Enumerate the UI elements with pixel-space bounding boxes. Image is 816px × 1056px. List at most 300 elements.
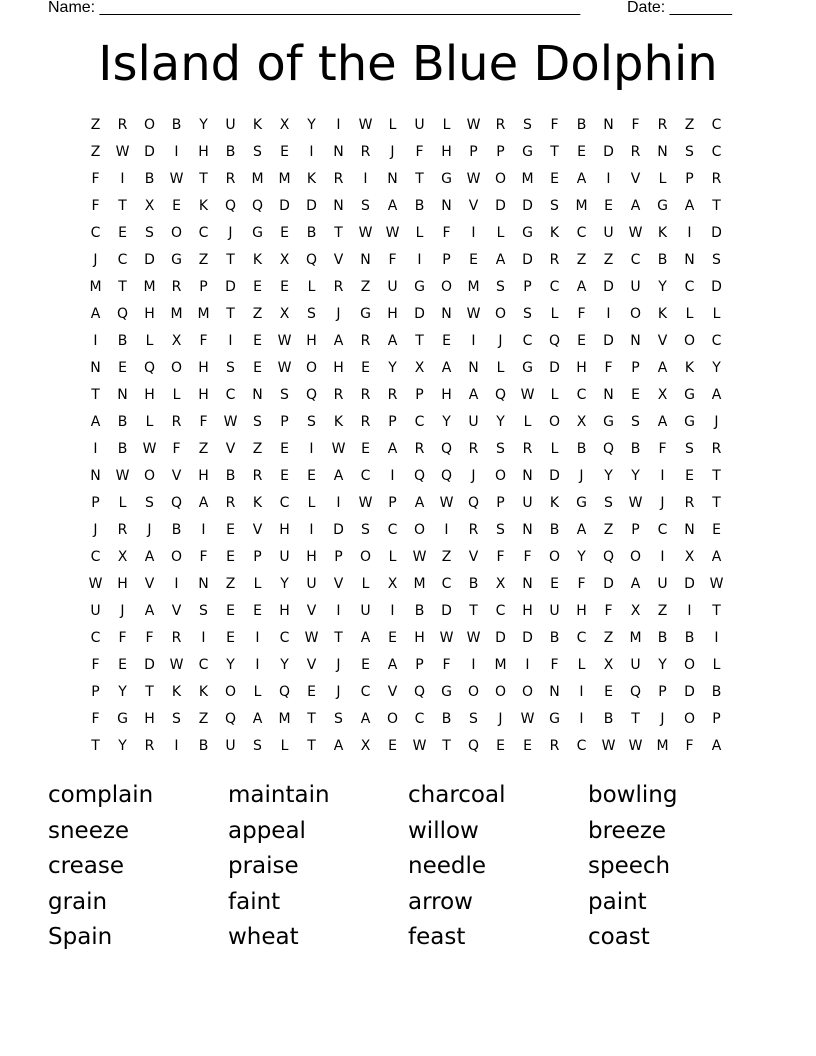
grid-letter: N: [333, 197, 344, 214]
grid-letter: X: [387, 575, 398, 592]
grid-letter: T: [415, 332, 424, 349]
grid-letter: S: [685, 440, 694, 457]
grid-letter: F: [496, 548, 505, 565]
grid-letter: P: [415, 386, 424, 403]
grid-letter: E: [388, 629, 397, 646]
grid-letter: R: [549, 251, 560, 268]
grid-letter: C: [576, 386, 587, 403]
grid-letter: I: [336, 116, 341, 133]
word-list-item: faint: [228, 888, 281, 915]
word-search-grid: [82, 111, 730, 759]
grid-letter: H: [279, 602, 290, 619]
grid-letter: O: [170, 359, 183, 376]
grid-letter: U: [549, 602, 560, 619]
grid-letter: P: [280, 413, 289, 430]
grid-letter: L: [145, 332, 154, 349]
grid-letter: C: [198, 656, 209, 673]
grid-letter: W: [385, 224, 400, 241]
grid-letter: H: [333, 359, 344, 376]
grid-letter: K: [306, 170, 317, 187]
grid-row: [82, 516, 730, 543]
grid-letter: W: [412, 737, 427, 754]
grid-letter: U: [468, 413, 479, 430]
grid-letter: B: [576, 116, 587, 133]
grid-letter: T: [199, 170, 208, 187]
grid-letter: E: [307, 683, 316, 700]
grid-letter: A: [576, 278, 587, 295]
grid-letter: X: [684, 548, 695, 565]
grid-letter: W: [466, 170, 481, 187]
grid-letter: B: [198, 737, 209, 754]
grid-letter: E: [361, 440, 370, 457]
grid-letter: F: [91, 197, 100, 214]
grid-letter: A: [387, 656, 398, 673]
grid-letter: X: [657, 386, 668, 403]
grid-letter: F: [199, 548, 208, 565]
grid-letter: W: [223, 413, 238, 430]
grid-letter: W: [628, 224, 643, 241]
grid-letter: Y: [658, 656, 667, 673]
grid-letter: O: [170, 224, 183, 241]
grid-letter: Z: [90, 143, 101, 160]
grid-letter: M: [467, 278, 480, 295]
grid-letter: C: [711, 332, 722, 349]
grid-letter: X: [279, 305, 290, 322]
grid-letter: Y: [118, 737, 127, 754]
grid-letter: V: [171, 467, 182, 484]
grid-letter: G: [117, 710, 128, 727]
grid-letter: L: [496, 224, 505, 241]
grid-letter: H: [306, 332, 317, 349]
grid-letter: S: [469, 710, 478, 727]
grid-letter: I: [660, 548, 665, 565]
grid-letter: O: [305, 359, 318, 376]
grid-letter: I: [93, 332, 98, 349]
grid-letter: M: [89, 278, 102, 295]
grid-letter: C: [441, 575, 452, 592]
grid-letter: T: [118, 197, 127, 214]
grid-letter: T: [334, 224, 343, 241]
grid-letter: S: [307, 305, 316, 322]
grid-letter: E: [118, 656, 127, 673]
grid-letter: X: [495, 575, 506, 592]
grid-letter: N: [657, 143, 668, 160]
word-list-item: crease: [48, 853, 124, 880]
grid-letter: Q: [143, 359, 156, 376]
grid-letter: U: [630, 656, 641, 673]
grid-letter: I: [120, 170, 125, 187]
grid-letter: C: [522, 332, 533, 349]
grid-letter: R: [684, 494, 695, 511]
grid-letter: N: [684, 251, 695, 268]
grid-letter: Z: [603, 251, 614, 268]
grid-letter: A: [684, 197, 695, 214]
grid-letter: Q: [602, 440, 615, 457]
grid-letter: Q: [116, 305, 129, 322]
grid-letter: D: [684, 683, 695, 700]
grid-letter: D: [306, 197, 317, 214]
grid-letter: U: [306, 575, 317, 592]
grid-letter: S: [523, 116, 532, 133]
grid-letter: I: [336, 602, 341, 619]
grid-letter: P: [496, 143, 505, 160]
grid-letter: B: [171, 521, 182, 538]
word-list-item: arrow: [408, 888, 473, 915]
grid-letter: D: [603, 332, 614, 349]
grid-letter: G: [252, 224, 263, 241]
grid-letter: K: [252, 116, 263, 133]
grid-letter: I: [579, 683, 584, 700]
grid-row: [82, 354, 730, 381]
grid-letter: K: [333, 413, 344, 430]
grid-letter: O: [143, 467, 156, 484]
grid-letter: O: [683, 710, 696, 727]
grid-letter: R: [360, 413, 371, 430]
grid-letter: E: [604, 683, 613, 700]
grid-letter: R: [549, 737, 560, 754]
grid-letter: S: [712, 251, 721, 268]
grid-row: [82, 678, 730, 705]
grid-letter: U: [522, 494, 533, 511]
grid-letter: A: [630, 197, 641, 214]
grid-letter: V: [306, 602, 317, 619]
grid-letter: J: [660, 710, 665, 727]
grid-letter: Q: [413, 683, 426, 700]
grid-letter: G: [414, 278, 425, 295]
grid-letter: G: [549, 710, 560, 727]
grid-letter: W: [169, 656, 184, 673]
grid-letter: R: [387, 386, 398, 403]
grid-row: [82, 219, 730, 246]
grid-letter: W: [115, 467, 130, 484]
grid-letter: R: [333, 278, 344, 295]
grid-letter: Q: [413, 467, 426, 484]
grid-letter: I: [309, 440, 314, 457]
grid-letter: F: [199, 413, 208, 430]
grid-letter: N: [522, 521, 533, 538]
grid-letter: W: [331, 440, 346, 457]
grid-row: [82, 327, 730, 354]
grid-letter: D: [522, 197, 533, 214]
grid-letter: I: [444, 521, 449, 538]
grid-letter: T: [307, 710, 316, 727]
grid-letter: E: [388, 737, 397, 754]
grid-letter: V: [333, 575, 344, 592]
grid-letter: R: [333, 170, 344, 187]
word-list-item: grain: [48, 888, 108, 915]
grid-letter: R: [225, 170, 236, 187]
grid-letter: T: [226, 251, 235, 268]
grid-letter: H: [198, 467, 209, 484]
grid-letter: S: [172, 710, 181, 727]
grid-letter: I: [174, 143, 179, 160]
date-field-line: Date: _______: [627, 0, 732, 16]
grid-letter: Z: [252, 305, 263, 322]
grid-letter: R: [414, 440, 425, 457]
word-list: [48, 778, 768, 956]
grid-letter: O: [494, 683, 507, 700]
grid-letter: A: [495, 251, 506, 268]
grid-letter: R: [522, 440, 533, 457]
grid-letter: C: [576, 224, 587, 241]
grid-letter: E: [226, 602, 235, 619]
grid-letter: R: [171, 629, 182, 646]
grid-letter: V: [657, 332, 668, 349]
grid-letter: L: [253, 575, 262, 592]
grid-letter: L: [307, 278, 316, 295]
grid-letter: T: [91, 737, 100, 754]
word-list-item: bowling: [588, 782, 678, 808]
grid-letter: L: [577, 656, 586, 673]
grid-letter: X: [144, 197, 155, 214]
grid-letter: Y: [631, 467, 640, 484]
grid-letter: G: [522, 359, 533, 376]
grid-letter: S: [496, 440, 505, 457]
grid-letter: D: [495, 629, 506, 646]
grid-letter: J: [120, 602, 125, 619]
grid-letter: B: [117, 440, 128, 457]
grid-row: [82, 165, 730, 192]
grid-letter: Q: [440, 440, 453, 457]
grid-letter: L: [307, 494, 316, 511]
grid-letter: C: [90, 548, 101, 565]
grid-letter: B: [414, 197, 425, 214]
grid-letter: J: [660, 494, 665, 511]
grid-letter: C: [360, 683, 371, 700]
grid-letter: E: [604, 197, 613, 214]
grid-letter: D: [603, 278, 614, 295]
grid-letter: Q: [467, 494, 480, 511]
grid-letter: A: [711, 386, 722, 403]
grid-letter: P: [685, 170, 694, 187]
grid-letter: W: [601, 737, 616, 754]
grid-letter: W: [466, 116, 481, 133]
grid-letter: Y: [280, 575, 289, 592]
grid-letter: G: [360, 305, 371, 322]
grid-letter: B: [549, 521, 560, 538]
grid-letter: P: [388, 494, 397, 511]
grid-letter: W: [88, 575, 103, 592]
grid-letter: I: [309, 521, 314, 538]
grid-letter: I: [606, 305, 611, 322]
grid-letter: G: [441, 683, 452, 700]
grid-letter: G: [171, 251, 182, 268]
grid-letter: C: [414, 413, 425, 430]
grid-letter: E: [469, 251, 478, 268]
grid-letter: S: [307, 413, 316, 430]
grid-letter: S: [253, 737, 262, 754]
grid-letter: S: [253, 413, 262, 430]
grid-letter: Y: [388, 359, 397, 376]
grid-letter: A: [468, 386, 479, 403]
grid-letter: Z: [441, 548, 452, 565]
grid-letter: B: [657, 251, 668, 268]
grid-letter: O: [548, 413, 561, 430]
word-list-item: coast: [588, 924, 650, 951]
grid-letter: M: [521, 170, 534, 187]
grid-letter: N: [198, 575, 209, 592]
grid-letter: O: [494, 305, 507, 322]
grid-letter: L: [442, 116, 451, 133]
grid-letter: T: [226, 305, 235, 322]
grid-letter: C: [711, 116, 722, 133]
grid-row: [82, 543, 730, 570]
grid-letter: A: [387, 332, 398, 349]
grid-letter: W: [277, 359, 292, 376]
grid-letter: R: [360, 386, 371, 403]
grid-row: [82, 111, 730, 138]
grid-letter: X: [414, 359, 425, 376]
grid-row: [82, 705, 730, 732]
grid-letter: P: [469, 143, 478, 160]
grid-letter: F: [550, 656, 559, 673]
grid-letter: A: [387, 197, 398, 214]
word-list-item: complain: [48, 782, 154, 808]
grid-letter: W: [358, 116, 373, 133]
grid-letter: O: [386, 710, 399, 727]
grid-letter: U: [657, 575, 668, 592]
grid-letter: N: [468, 359, 479, 376]
grid-letter: H: [306, 548, 317, 565]
grid-letter: Q: [629, 683, 642, 700]
grid-letter: C: [684, 278, 695, 295]
grid-letter: H: [144, 710, 155, 727]
grid-letter: S: [550, 197, 559, 214]
grid-letter: N: [549, 683, 560, 700]
page-title: Island of the Blue Dolphin: [98, 36, 718, 92]
grid-letter: M: [656, 737, 669, 754]
grid-letter: M: [278, 710, 291, 727]
grid-letter: P: [91, 494, 100, 511]
grid-letter: Y: [577, 548, 586, 565]
grid-letter: R: [468, 521, 479, 538]
grid-letter: C: [117, 251, 128, 268]
grid-letter: G: [603, 413, 614, 430]
word-list-item: praise: [228, 853, 299, 880]
grid-letter: O: [359, 548, 372, 565]
grid-letter: I: [687, 224, 692, 241]
grid-letter: W: [439, 629, 454, 646]
grid-letter: F: [91, 170, 100, 187]
grid-letter: Q: [278, 683, 291, 700]
grid-letter: T: [415, 170, 424, 187]
grid-letter: L: [550, 305, 559, 322]
word-list-item: paint: [588, 888, 647, 915]
grid-letter: C: [414, 710, 425, 727]
grid-row: [82, 597, 730, 624]
grid-letter: H: [144, 305, 155, 322]
grid-letter: Q: [305, 386, 318, 403]
grid-letter: K: [684, 359, 695, 376]
grid-letter: I: [363, 170, 368, 187]
grid-letter: F: [199, 332, 208, 349]
grid-letter: Z: [360, 278, 371, 295]
word-list-item: charcoal: [408, 782, 506, 808]
grid-letter: J: [336, 656, 341, 673]
grid-letter: U: [225, 116, 236, 133]
grid-letter: E: [118, 359, 127, 376]
grid-letter: F: [550, 116, 559, 133]
grid-letter: Q: [467, 737, 480, 754]
grid-letter: U: [225, 737, 236, 754]
grid-letter: D: [495, 197, 506, 214]
grid-letter: B: [225, 143, 236, 160]
grid-letter: G: [441, 170, 452, 187]
grid-letter: Y: [604, 467, 613, 484]
grid-letter: N: [522, 575, 533, 592]
grid-letter: U: [603, 224, 614, 241]
grid-letter: C: [279, 494, 290, 511]
word-list-item: sneeze: [48, 817, 130, 844]
grid-letter: D: [711, 278, 722, 295]
grid-letter: A: [360, 629, 371, 646]
grid-letter: N: [252, 386, 263, 403]
grid-letter: L: [361, 575, 370, 592]
grid-letter: O: [467, 683, 480, 700]
grid-letter: T: [631, 710, 640, 727]
grid-letter: W: [277, 332, 292, 349]
grid-letter: P: [631, 521, 640, 538]
grid-letter: B: [225, 467, 236, 484]
grid-letter: R: [630, 143, 641, 160]
grid-letter: B: [144, 170, 155, 187]
grid-letter: W: [628, 494, 643, 511]
word-list-item: Spain: [48, 924, 113, 951]
grid-letter: R: [360, 332, 371, 349]
grid-letter: A: [576, 170, 587, 187]
grid-letter: C: [576, 629, 587, 646]
grid-letter: E: [253, 278, 262, 295]
grid-letter: A: [360, 710, 371, 727]
grid-letter: B: [468, 575, 479, 592]
grid-letter: J: [471, 467, 476, 484]
grid-letter: M: [170, 305, 183, 322]
grid-letter: E: [550, 170, 559, 187]
grid-letter: J: [228, 224, 233, 241]
grid-letter: N: [90, 359, 101, 376]
grid-letter: P: [388, 413, 397, 430]
grid-letter: E: [631, 386, 640, 403]
grid-letter: M: [494, 656, 507, 673]
grid-letter: L: [550, 386, 559, 403]
grid-letter: H: [441, 386, 452, 403]
word-list-item: appeal: [228, 817, 306, 844]
grid-letter: O: [224, 683, 237, 700]
grid-letter: T: [712, 197, 721, 214]
grid-letter: B: [441, 710, 452, 727]
grid-letter: I: [309, 143, 314, 160]
grid-letter: F: [685, 737, 694, 754]
grid-letter: V: [387, 683, 398, 700]
grid-letter: J: [147, 521, 152, 538]
grid-letter: N: [360, 251, 371, 268]
grid-letter: Z: [684, 116, 695, 133]
grid-letter: A: [576, 521, 587, 538]
grid-letter: P: [523, 278, 532, 295]
grid-letter: H: [144, 386, 155, 403]
grid-letter: Z: [198, 710, 209, 727]
grid-letter: J: [93, 521, 98, 538]
grid-letter: W: [304, 629, 319, 646]
grid-letter: W: [628, 737, 643, 754]
grid-letter: O: [413, 521, 426, 538]
grid-letter: Q: [440, 467, 453, 484]
grid-letter: H: [414, 629, 425, 646]
grid-letter: Y: [280, 656, 289, 673]
grid-letter: D: [144, 143, 155, 160]
grid-letter: J: [579, 467, 584, 484]
grid-letter: L: [712, 656, 721, 673]
